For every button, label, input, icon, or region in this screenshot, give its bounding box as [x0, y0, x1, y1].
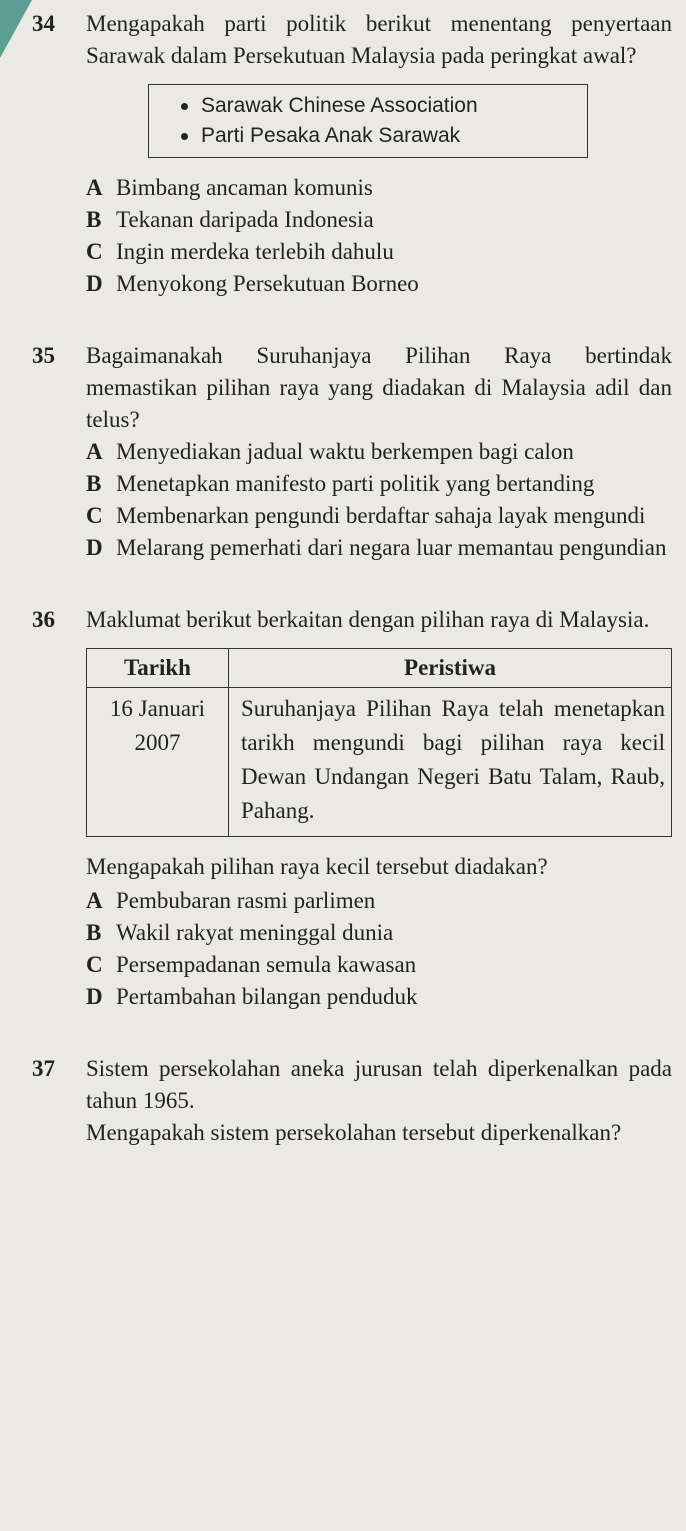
option-letter: C: [86, 239, 103, 264]
option-letter: D: [86, 984, 103, 1009]
option-d[interactable]: [86, 532, 672, 564]
option-text: Menyokong Persekutuan Borneo: [116, 271, 419, 296]
option-letter: C: [86, 952, 103, 977]
question-number: 37: [32, 1056, 55, 1081]
option-letter: B: [86, 920, 102, 945]
table-row: [87, 688, 672, 837]
option-letter: D: [86, 535, 103, 560]
question-number: 36: [32, 607, 55, 632]
question-35: [26, 340, 672, 564]
option-text: Menetapkan manifesto parti politik yang bertanding: [116, 471, 595, 496]
option-a[interactable]: [86, 172, 672, 204]
question-number: 34: [32, 11, 55, 36]
answer-options: [86, 436, 672, 564]
option-text: Membenarkan pengundi berdaftar sahaja layak mengundi: [116, 503, 646, 528]
option-text: Tekanan daripada Indonesia: [116, 207, 374, 232]
party-list-box: [148, 84, 588, 158]
option-letter: A: [86, 888, 103, 913]
option-b[interactable]: [86, 917, 672, 949]
option-text: Menyediakan jadual waktu berkempen bagi calon: [116, 439, 574, 464]
option-c[interactable]: [86, 500, 672, 532]
option-a[interactable]: [86, 885, 672, 917]
table-header-date: Tarikh: [87, 649, 229, 688]
question-stem: Sistem persekolahan aneka jurusan telah diperkenalkan pada tahun 1965.: [86, 1056, 672, 1113]
table-header-event: Peristiwa: [229, 649, 672, 688]
option-d[interactable]: [86, 268, 672, 300]
option-text: Ingin merdeka terlebih dahulu: [116, 239, 394, 264]
question-followup: Mengapakah pilihan raya kecil tersebut diadakan?: [86, 854, 548, 879]
question-number: 35: [32, 343, 55, 368]
table-header-row: [87, 649, 672, 688]
option-text: Pembubaran rasmi parlimen: [116, 888, 376, 913]
question-37: [26, 1053, 672, 1149]
info-table: [86, 648, 672, 837]
question-stem: Mengapakah parti politik berikut menentang penyertaan Sarawak dalam Persekutuan Malaysia pada peringkat awal?: [86, 11, 672, 68]
option-letter: A: [86, 175, 103, 200]
question-34: [26, 8, 672, 300]
table-cell-date: 16 Januari 2007: [87, 688, 229, 837]
option-letter: A: [86, 439, 103, 464]
table-cell-event: Suruhanjaya Pilihan Raya telah menetapkan tarikh mengundi bagi pilihan raya kecil Dewan Undangan Negeri Batu Talam, Raub, Pahang.: [229, 688, 672, 837]
option-d[interactable]: [86, 981, 672, 1013]
option-letter: B: [86, 471, 102, 496]
option-text: Bimbang ancaman komunis: [116, 175, 373, 200]
option-text: Pertambahan bilangan penduduk: [116, 984, 418, 1009]
option-c[interactable]: [86, 236, 672, 268]
option-letter: C: [86, 503, 103, 528]
option-c[interactable]: [86, 949, 672, 981]
question-stem: Maklumat berikut berkaitan dengan pilihan raya di Malaysia.: [86, 607, 650, 632]
option-b[interactable]: [86, 204, 672, 236]
option-b[interactable]: [86, 468, 672, 500]
question-followup: Mengapakah sistem persekolahan tersebut diperkenalkan?: [86, 1120, 622, 1145]
option-text: Persempadanan semula kawasan: [116, 952, 417, 977]
question-stem: Bagaimanakah Suruhanjaya Pilihan Raya bertindak memastikan pilihan raya yang diadakan di Malaysia adil dan telus?: [86, 343, 672, 432]
question-36: [26, 604, 672, 1013]
option-a[interactable]: [86, 436, 672, 468]
option-text: Wakil rakyat meninggal dunia: [116, 920, 394, 945]
option-letter: B: [86, 207, 102, 232]
party-item: Sarawak Chinese Association: [181, 91, 577, 121]
party-item: Parti Pesaka Anak Sarawak: [181, 121, 577, 151]
answer-options: [86, 885, 672, 1013]
answer-options: [86, 172, 672, 300]
option-letter: D: [86, 271, 103, 296]
option-text: Melarang pemerhati dari negara luar memantau pengundian: [116, 535, 667, 560]
